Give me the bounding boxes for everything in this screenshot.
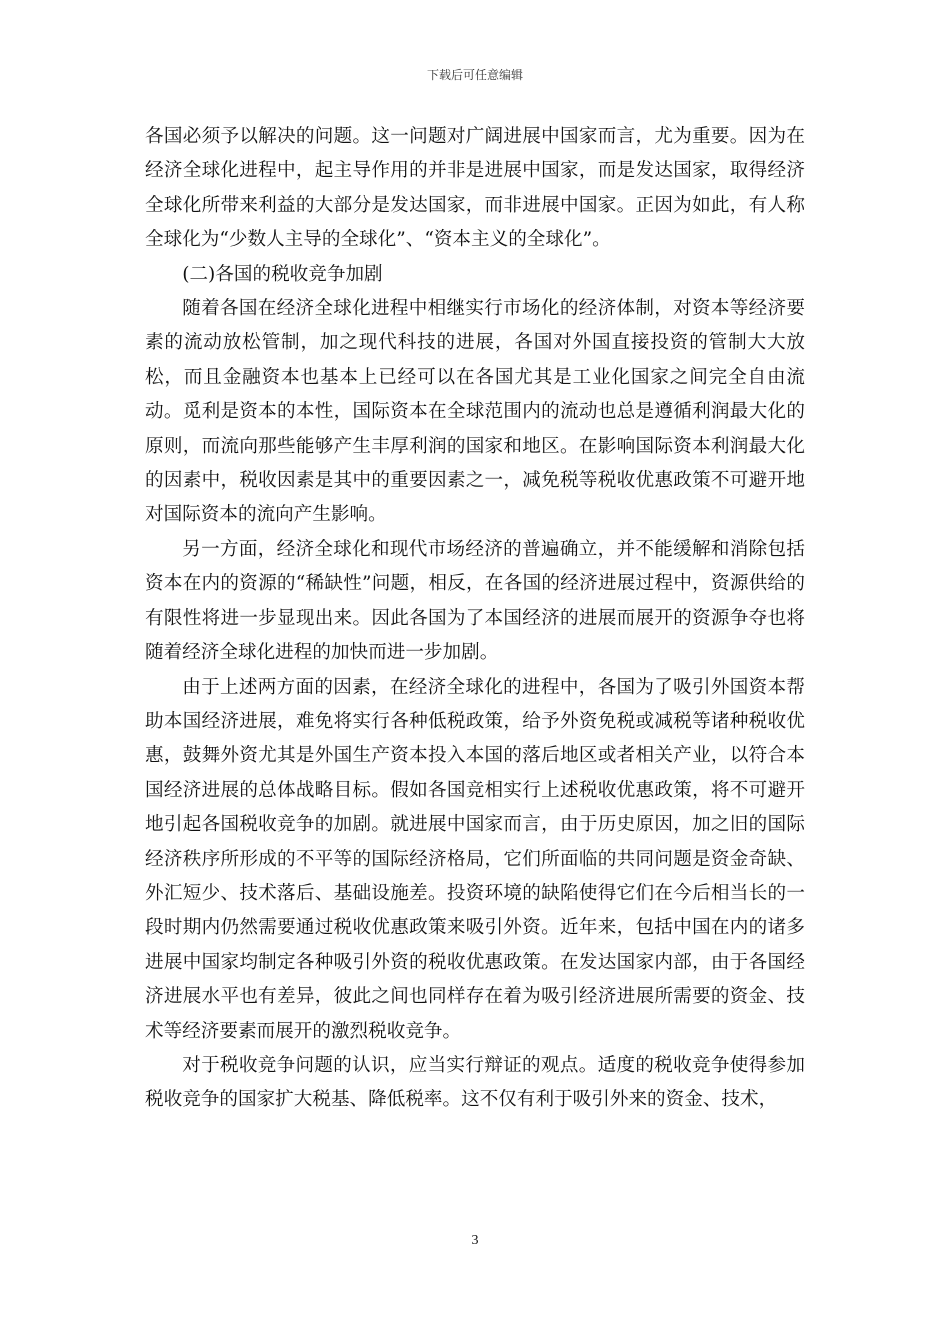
page-header: 下载后可任意编辑	[426, 68, 523, 82]
paragraph: 随着各国在经济全球化进程中相继实行市场化的经济体制，对资本等经济要素的流动放松管制，加之现代科技的进展，各国对外国直接投资的管制大大放松，而且金融资本也基本上已经可以在各国尤其是工业化国家之间完全自由流动。觅利是资本的本性，国际资本在全球范围内的流动也总是遵循利润最大化的原则，而流向那些能够产生丰厚利润的国家和地区。在影响国际资本利润最大化的因素中，税收因素是其中的重要因素之一，减免税等税收优惠政策不可避开地对国际资本的流向产生影响。	[145, 298, 805, 526]
paragraph-continued: 各国必须予以解决的问题。这一问题对广阔进展中国家而言，尤为重要。因为在经济全球化进程中，起主导作用的并非是进展中国家，而是发达国家，取得经济全球化所带来利益的大部分是发达国家，而非进展中国家。正因为如此，有人称全球化为“少数人主导的全球化”、“资本主义的全球化”。	[145, 126, 805, 251]
section-heading: (二)各国的税收竞争加剧	[182, 263, 383, 285]
paragraph: 由于上述两方面的因素，在经济全球化的进程中，各国为了吸引外国资本帮助本国经济进展，难免将实行各种低税政策，给予外资免税或减税等诸种税收优惠，鼓舞外资尤其是外国生产资本投入本国的落后地区或者相关产业，以符合本国经济进展的总体战略目标。假如各国竞相实行上述税收优惠政策，将不可避开地引起各国税收竞争的加剧。就进展中国家而言，由于历史原因，加之旧的国际经济秩序所形成的不平等的国际经济格局，它们所面临的共同问题是资金奇缺、外汇短少、技术落后、基础设施差。投资环境的缺陷使得它们在今后相当长的一段时期内仍然需要通过税收优惠政策来吸引外资。近年来，包括中国在内的诸多进展中国家均制定各种吸引外资的税收优惠政策。在发达国家内部，由于各国经济进展水平也有差异，彼此之间也同样存在着为吸引经济进展所需要的资金、技术等经济要素而展开的激烈税收竞争。	[145, 676, 805, 1042]
page-number: 3	[471, 1233, 479, 1248]
document-body	[145, 120, 805, 1118]
paragraph: 另一方面，经济全球化和现代市场经济的普遍确立，并不能缓解和消除包括资本在内的资源的“稀缺性”问题，相反，在各国的经济进展过程中，资源供给的有限性将进一步显现出来。因此各国为了本国经济的进展而展开的资源争夺也将随着经济全球化进程的加快而进一步加剧。	[145, 538, 805, 664]
paragraph: 对于税收竞争问题的认识，应当实行辩证的观点。适度的税收竞争使得参加税收竞争的国家扩大税基、降低税率。这不仅有利于吸引外来的资金、技术，	[145, 1054, 805, 1111]
